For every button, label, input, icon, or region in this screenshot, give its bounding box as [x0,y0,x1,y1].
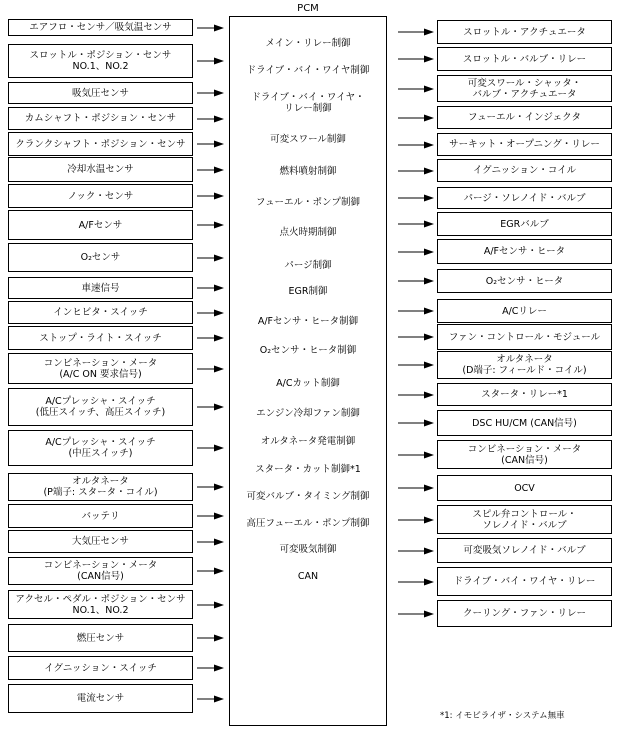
output-arrow [398,29,434,36]
output-box: スタータ・リレー*1 [437,383,612,406]
output-arrow [398,249,434,256]
output-arrow [398,168,434,175]
input-arrow [197,255,224,262]
footnote: *1: イモビライザ・システム無車 [440,711,565,721]
input-box: A/Cプレッシャ・スイッチ (低圧スイッチ、高圧スイッチ) [8,388,193,426]
input-box: ストップ・ライト・スイッチ [8,326,193,350]
output-box: 可変吸気ソレノイド・バルブ [437,538,612,563]
pcm-function: A/Cカット制御 [276,377,340,389]
output-box: スロットル・アクチュエータ [437,20,612,44]
pcm-function: 可変バルブ・タイミング制御 [246,490,370,502]
input-box: アクセル・ペダル・ポジション・センサ NO.1、NO.2 [8,590,193,619]
output-box: フューエル・インジェクタ [437,106,612,129]
input-box: 燃圧センサ [8,624,193,652]
input-box: ノック・センサ [8,184,193,208]
output-box: 可変スワール・シャッタ・ バルブ・アクチュエータ [437,75,612,102]
input-arrow [197,366,224,373]
input-arrow [197,222,224,229]
pcm-function: A/Fセンサ・ヒータ制御 [257,315,359,327]
output-box: A/Cリレー [437,299,612,323]
pcm-function: CAN [297,570,319,582]
input-arrow [197,513,224,520]
output-arrow [398,452,434,459]
output-arrow [398,195,434,202]
output-box: ファン・コントロール・モジュール [437,324,612,350]
input-arrow [197,602,224,609]
input-box: コンビネーション・メータ (A/C ON 要求信号) [8,353,193,384]
output-arrow [398,334,434,341]
input-arrow [197,445,224,452]
input-box: カムシャフト・ポジション・センサ [8,107,193,130]
pcm-function: 燃料噴射制御 [279,165,337,177]
input-box: スロットル・ポジション・センサ NO.1、NO.2 [8,44,193,78]
pcm-function: スタータ・カット制御*1 [255,463,361,475]
output-arrow [398,611,434,618]
input-arrow [197,285,224,292]
output-box: サーキット・オープニング・リレー [437,133,612,156]
output-arrow [398,308,434,315]
pcm-function: 可変吸気制御 [279,543,337,555]
input-arrow [197,193,224,200]
output-arrow [398,221,434,228]
input-box: コンビネーション・メータ (CAN信号) [8,557,193,585]
pcm-function: EGR制御 [288,285,328,297]
input-arrow [197,404,224,411]
pcm-function: 点火時期制御 [279,226,337,238]
input-arrow [197,568,224,575]
output-box: コンビネーション・メータ (CAN信号) [437,440,612,469]
output-arrow [398,548,434,555]
output-arrow [398,579,434,586]
input-arrow [197,167,224,174]
output-box: DSC HU/CM (CAN信号) [437,410,612,436]
input-box: イグニッション・スイッチ [8,656,193,680]
output-arrow [398,86,434,93]
pcm-function: フューエル・ポンプ制御 [255,196,361,208]
output-arrow [398,362,434,369]
pcm-function: オルタネータ発電制御 [260,435,356,447]
output-arrow [398,392,434,399]
input-box: 車速信号 [8,277,193,299]
output-arrow [398,142,434,149]
input-arrow [197,310,224,317]
output-box: スロットル・バルブ・リレー [437,47,612,71]
input-arrow [197,25,224,32]
pcm-function: 可変スワール制御 [270,133,346,145]
input-box: 電流センサ [8,684,193,713]
output-arrow [398,420,434,427]
input-arrow [197,58,224,65]
input-box: クランクシャフト・ポジション・センサ [8,132,193,156]
input-box: A/Fセンサ [8,210,193,240]
output-arrow [398,485,434,492]
pcm-function: ドライブ・バイ・ワイヤ・ リレー制御 [251,92,365,114]
output-box: オルタネータ (D端子: フィールド・コイル) [437,351,612,379]
pcm-function: O₂センサ・ヒータ制御 [259,344,357,356]
input-arrow [197,116,224,123]
output-arrow [398,56,434,63]
input-arrow [197,665,224,672]
input-box: オルタネータ (P端子: スタータ・コイル) [8,473,193,501]
input-arrow [197,484,224,491]
input-box: 大気圧センサ [8,530,193,553]
input-arrow [197,539,224,546]
output-box: A/Fセンサ・ヒータ [437,239,612,264]
output-box: スピル弁コントロール・ ソレノイド・バルブ [437,505,612,534]
output-box: パージ・ソレノイド・バルブ [437,187,612,209]
input-box: インヒビタ・スイッチ [8,301,193,324]
pcm-function: パージ制御 [284,259,332,271]
input-box: A/Cプレッシャ・スイッチ (中圧スイッチ) [8,430,193,466]
pcm-function: 高圧フューエル・ポンプ制御 [246,517,370,529]
input-box: O₂センサ [8,243,193,272]
input-arrow [197,90,224,97]
pcm-function: メイン・リレー制御 [265,37,351,49]
pcm-function: エンジン冷却ファン制御 [256,407,360,419]
output-arrow [398,115,434,122]
pcm-function: ドライブ・バイ・ワイヤ制御 [246,64,370,76]
input-box: 冷却水温センサ [8,157,193,182]
input-box: バッテリ [8,504,193,528]
input-box: エアフロ・センサ／吸気温センサ [8,19,193,36]
input-arrow [197,635,224,642]
output-box: O₂センサ・ヒータ [437,269,612,293]
output-box: OCV [437,475,612,501]
output-arrow [398,278,434,285]
pcm-title: PCM [297,3,319,14]
input-box: 吸気圧センサ [8,82,193,104]
output-box: クーリング・ファン・リレー [437,600,612,627]
output-box: EGRバルブ [437,212,612,236]
output-arrow [398,517,434,524]
input-arrow [197,335,224,342]
output-box: イグニッション・コイル [437,159,612,182]
input-arrow [197,696,224,703]
input-arrow [197,141,224,148]
output-box: ドライブ・バイ・ワイヤ・リレー [437,567,612,596]
